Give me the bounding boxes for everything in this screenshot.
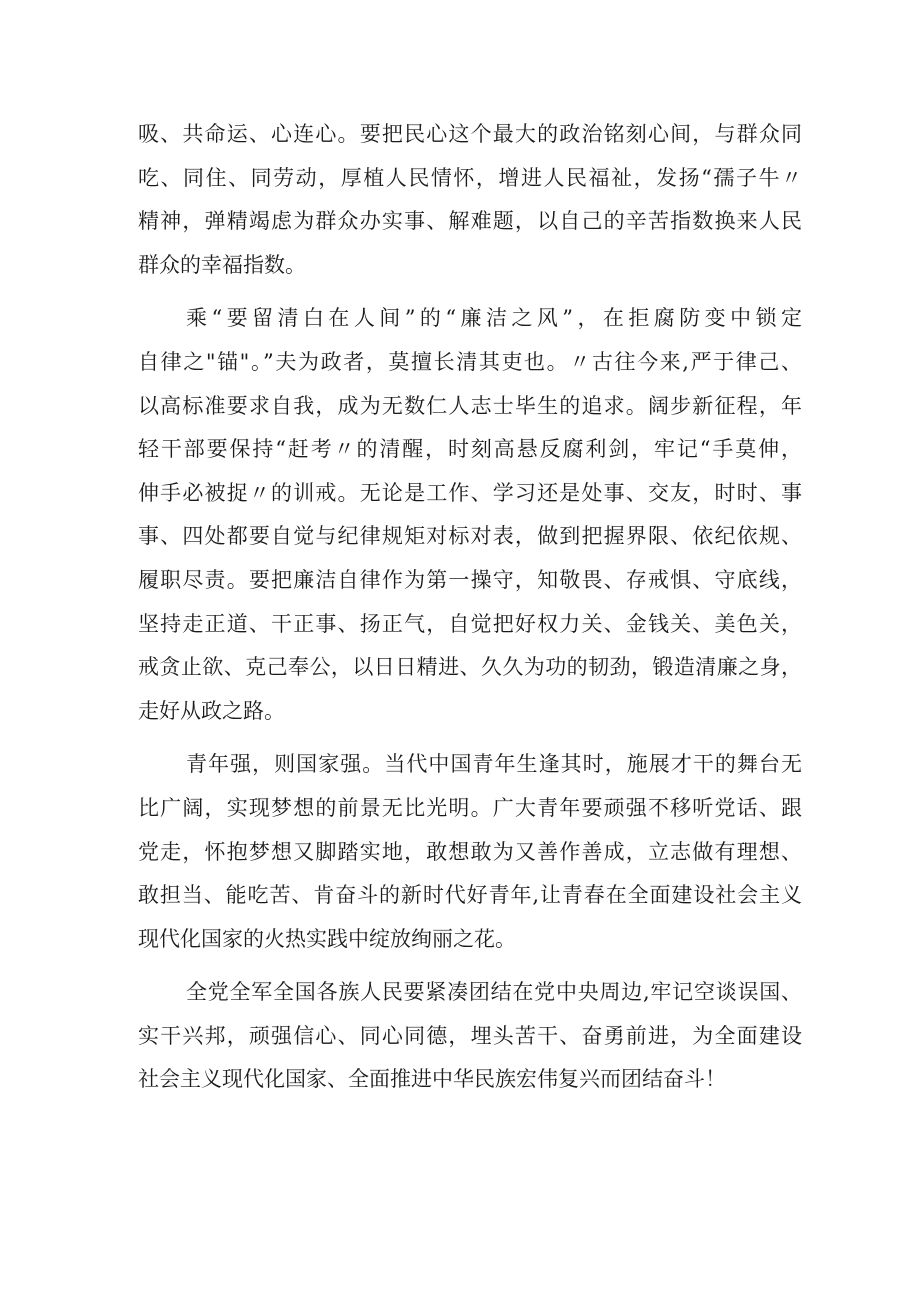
- paragraph-2-line-4: 轻干部要保持“赶考〃的清醒，时刻高悬反腐利剑，牢记“手莫伸，: [138, 437, 802, 462]
- paragraph-4-line-1: 全党全军全国各族人民要紧凑团结在党中央周边,牢记空谈误国、: [186, 980, 802, 1005]
- paragraph-gap: [138, 733, 802, 743]
- paragraph-1-line-3: 精神，弹精竭虑为群众办实事、解难题，以自己的辛苦指数换来人民: [138, 209, 802, 234]
- paragraph-gap: [138, 287, 802, 297]
- paragraph-2-line-5: 伸手必被捉〃的训戒。无论是工作、学习还是处事、交友，时时、事: [138, 480, 802, 505]
- paragraph-1-line-2: 吃、同住、同劳动，厚植人民情怀，增进人民福祉，发扬“孺子牛〃: [138, 165, 802, 190]
- paragraph-3-line-3: 党走，怀抱梦想又脚踏实地，敢想敢为又善作善成，立志做有理想、: [138, 839, 802, 864]
- paragraph-2: [138, 297, 802, 733]
- paragraph-2-line-3: 以高标准要求自我，成为无数仁人志士毕生的追求。阔步新征程，年: [138, 393, 802, 418]
- paragraph-3-line-5: 现代化国家的火热实践中绽放绚丽之花。: [138, 926, 516, 951]
- paragraph-gap: [138, 961, 802, 971]
- paragraph-2-line-10: 走好从政之路。: [138, 698, 285, 723]
- document-body: [138, 113, 802, 1102]
- paragraph-4-line-3: 社会主义现代化国家、全面推进中华民族宏伟复兴而团结奋斗！: [138, 1067, 726, 1092]
- paragraph-2-line-9: 戒贪止欲、克己奉公，以日日精进、久久为功的韧劲，锻造清廉之身，: [138, 655, 802, 680]
- paragraph-3-line-1: 青年强，则国家强。当代中国青年生逢其时，施展才干的舞台无: [186, 752, 802, 777]
- paragraph-3-line-2: 比广阔，实现梦想的前景无比光明。广大青年要顽强不移听党话、跟: [138, 795, 802, 820]
- paragraph-2-line-6: 事、四处都要自觉与纪律规矩对标对表，做到把握界限、依纪依规、: [138, 524, 802, 549]
- paragraph-2-line-2: 自律之"锚"。”夫为政者，莫擅长清其吏也。〃古往今来,严于律己、: [138, 349, 802, 374]
- paragraph-1: [138, 113, 802, 287]
- paragraph-3-line-4: 敢担当、能吃苦、肯奋斗的新时代好青年,让青春在全面建设社会主义: [138, 883, 802, 908]
- paragraph-2-line-8: 坚持走正道、干正事、扬正气，自觉把好权力关、金钱关、美色关，: [138, 611, 802, 636]
- paragraph-1-line-4: 群众的幸福指数。: [138, 252, 306, 277]
- paragraph-2-line-1: 乘“要留清白在人间”的“廉洁之风”，在拒腐防变中锁定: [186, 306, 802, 331]
- paragraph-4-line-2: 实干兴邦，顽强信心、同心同德，埋头苦干、奋勇前进，为全面建设: [138, 1023, 802, 1048]
- paragraph-4: [138, 971, 802, 1102]
- paragraph-2-line-7: 履职尽责。要把廉洁自律作为第一操守，知敬畏、存戒惧、守底线，: [138, 567, 802, 592]
- paragraph-3: [138, 743, 802, 961]
- paragraph-1-line-1: 吸、共命运、心连心。要把民心这个最大的政治铭刻心间，与群众同: [138, 122, 802, 146]
